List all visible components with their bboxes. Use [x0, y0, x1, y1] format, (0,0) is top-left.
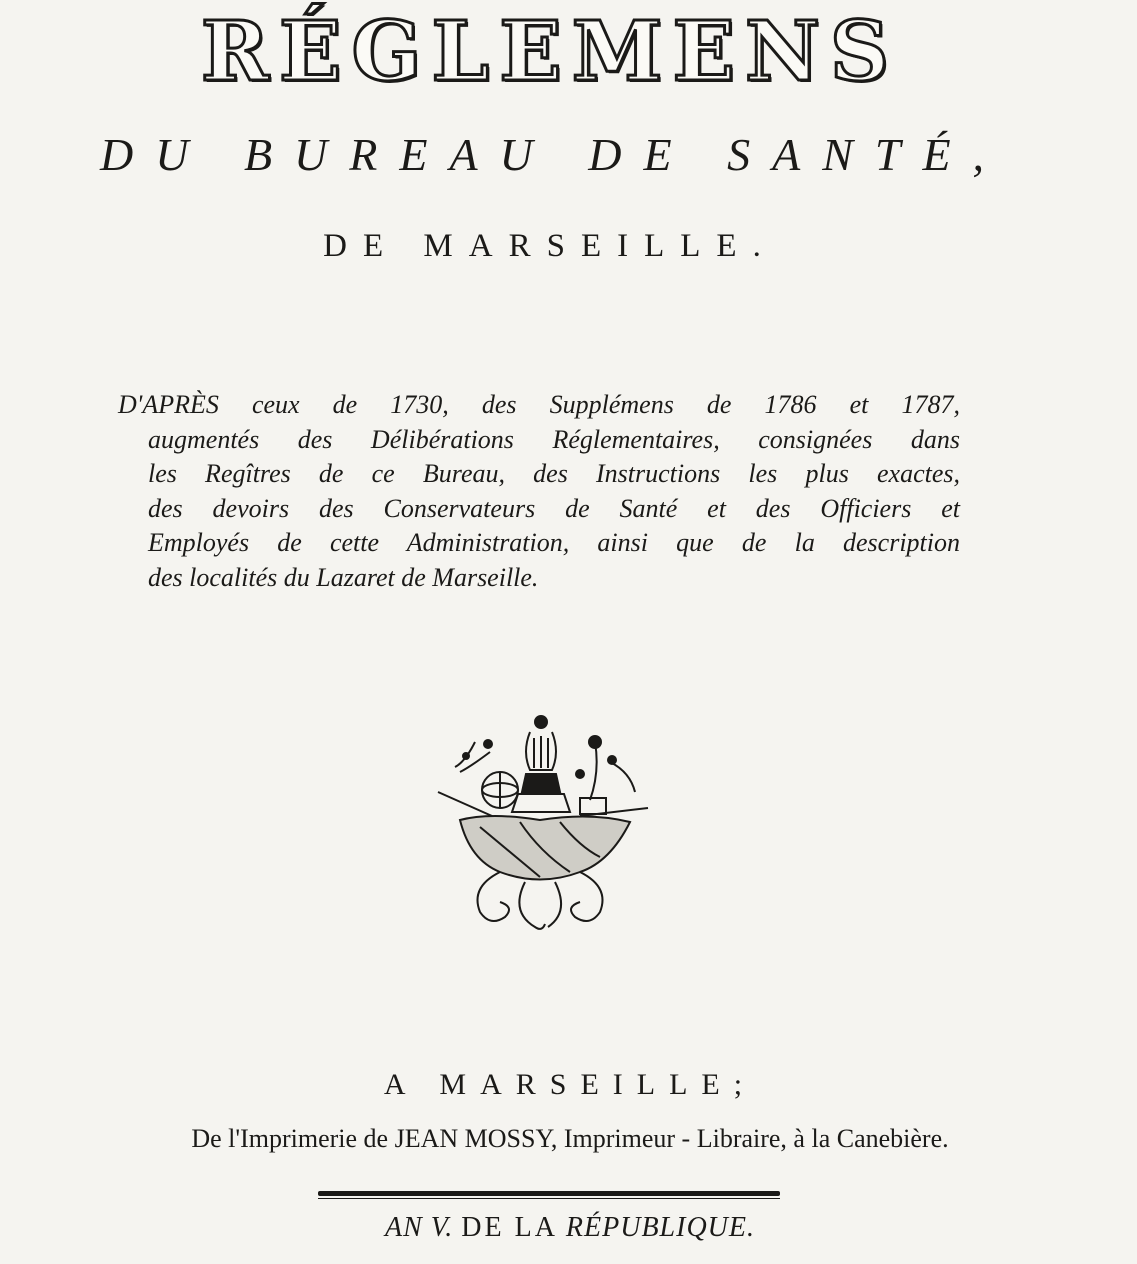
printers-ornament-icon [430, 712, 655, 944]
subtitle-city: DE MARSEILLE. [323, 228, 777, 264]
description-line: Employés de cette Administration, ainsi que de la description [148, 528, 960, 557]
imprint-place: A MARSEILLE; [383, 1068, 757, 1101]
divider-rule [318, 1191, 780, 1196]
imprint-printer: De l'Imprimerie de JEAN MOSSY, Imprimeur - Libraire, à la Canebière. [191, 1124, 949, 1153]
description-line: des localités du Lazaret de Marseille. [148, 562, 539, 592]
description-line: D'APRÈS ceux de 1730, des Supplémens de 1786 et 1787, [118, 390, 960, 419]
subtitle-bureau: DU BUREAU DE SANTÉ, [100, 129, 1007, 180]
page-title: RÉGLEMENS [200, 4, 900, 100]
date-suffix: RÉPUBLIQUE. [565, 1212, 755, 1243]
date-prefix: AN V. [384, 1212, 454, 1243]
description-block [118, 388, 960, 595]
description-line: des devoirs des Conservateurs de Santé et des Officiers et [148, 493, 960, 523]
imprint-date [200, 1212, 940, 1244]
divider-rule-thin [318, 1198, 780, 1199]
description-line: les Regîtres de ce Bureau, des Instructions les plus exactes, [148, 459, 960, 488]
description-line: augmentés des Délibérations Réglementaires, consignées dans [148, 424, 960, 454]
date-smallcaps: DE LA [461, 1212, 558, 1243]
